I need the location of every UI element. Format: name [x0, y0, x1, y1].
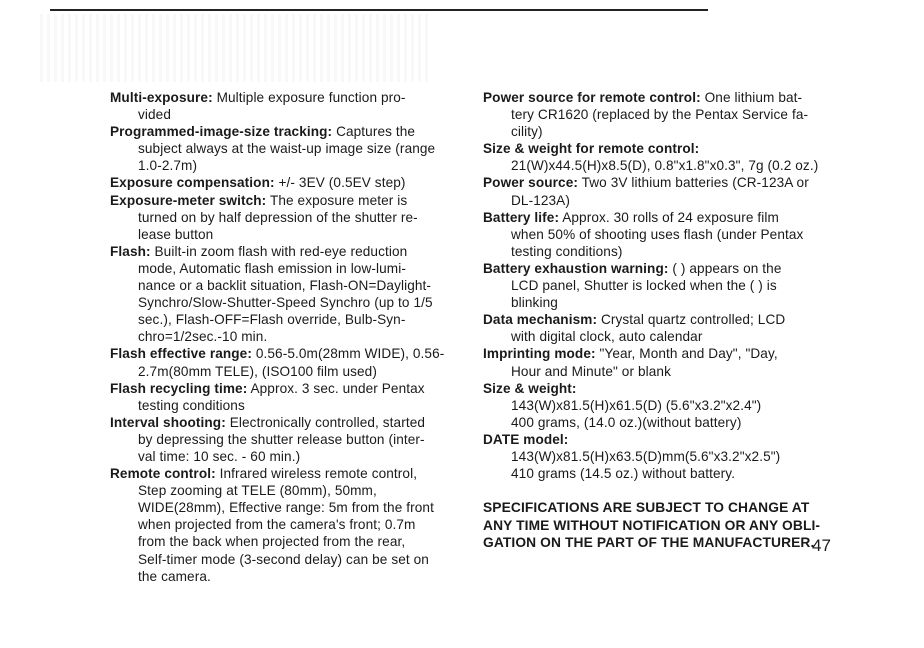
spec-item-flash [110, 243, 450, 346]
spec-value-line: mode, Automatic flash emission in low-lumi- [138, 260, 406, 276]
spec-value-line: Captures the [332, 124, 416, 140]
spec-value-line: testing conditions [138, 397, 245, 413]
spec-item-battery-life [483, 209, 828, 260]
spec-item-remote-control [110, 465, 450, 585]
right-spec-list [483, 89, 828, 482]
spec-item-power-source [483, 174, 828, 208]
spec-value-line: DL-123A) [511, 192, 570, 208]
spec-value-line: The exposure meter is [266, 192, 408, 208]
spec-value-line: chro=1/2sec.-10 min. [138, 329, 268, 345]
spec-term: Battery exhaustion warning: [483, 260, 669, 276]
spec-value-line: WIDE(28mm), Effective range: 5m from the front [138, 500, 434, 516]
spec-item-flash-effective-range [110, 345, 450, 379]
spec-value-line: Synchro/Slow-Shutter-Speed Synchro (up to 1/5 [138, 295, 433, 311]
spec-term: Multi-exposure: [110, 90, 213, 105]
spec-term: Exposure-meter switch: [110, 192, 267, 208]
spec-value-line: turned on by half depression of the shutter re- [138, 209, 418, 225]
spec-term: Remote control: [110, 466, 216, 482]
spec-term: Power source: [483, 175, 578, 191]
spec-value-line: 410 grams (14.5 oz.) without battery. [511, 466, 736, 482]
spec-value-line: "Year, Month and Day", "Day, [595, 346, 778, 362]
spec-value-line: when 50% of shooting uses flash (under Pentax [511, 226, 804, 242]
scan-smudge [40, 14, 430, 82]
spec-term: Data mechanism: [483, 312, 598, 328]
spec-value-line: 400 grams, (14.0 oz.)(without battery) [511, 414, 742, 430]
spec-value-line: 1.0-2.7m) [138, 158, 198, 174]
spec-value-line: Two 3V lithium batteries (CR-123A or [577, 175, 809, 191]
spec-value-line: subject always at the waist-up image size (range [138, 141, 436, 157]
spec-value-line: lease button [138, 226, 214, 242]
spec-value-line: Self-timer mode (3-second delay) can be set on [138, 551, 429, 567]
spec-value-line: One lithium bat- [700, 90, 803, 105]
spec-value-line: when projected from the camera's front; 0.7m [138, 517, 416, 533]
spec-value-line: vided [138, 107, 171, 123]
spec-value-line: 21(W)x44.5(H)x8.5(D), 0.8"x1.8"x0.3", 7g (0.2 oz.) [511, 158, 819, 174]
spec-value-line: 0.56-5.0m(28mm WIDE), 0.56- [251, 346, 445, 362]
right-column [483, 89, 828, 552]
spec-term: Flash recycling time: [110, 380, 248, 396]
left-column [110, 89, 450, 585]
spec-value-line: Multiple exposure function pro- [212, 90, 406, 105]
spec-value-line: ( ) appears on the [668, 260, 782, 276]
spec-term: Power source for remote control: [483, 90, 701, 105]
spec-value-line: nance or a backlit situation, Flash-ON=Daylight- [138, 278, 432, 294]
spec-value-line: LCD panel, Shutter is locked when the ( ) is [511, 278, 777, 294]
spec-value-line: the camera. [138, 568, 211, 584]
spec-item-interval-shooting [110, 414, 450, 465]
top-rule [50, 9, 708, 11]
spec-term: Imprinting mode: [483, 346, 596, 362]
spec-value-line: Built-in zoom flash with red-eye reduction [150, 243, 408, 259]
spec-value-line: val time: 10 sec. - 60 min.) [138, 448, 301, 464]
spec-term: Size & weight for remote control: [483, 141, 700, 157]
spec-term: DATE model: [483, 431, 569, 447]
spec-item-data-mechanism [483, 311, 828, 345]
spec-term: Programmed-image-size tracking: [110, 124, 333, 140]
spec-value-line: Approx. 3 sec. under Pentax [247, 380, 425, 396]
spec-item-exposure-compensation [110, 174, 450, 191]
spec-item-date-model [483, 431, 828, 482]
spec-value-line: tery CR1620 (replaced by the Pentax Service fa- [511, 107, 809, 123]
spec-value-line: cility) [511, 124, 543, 140]
spec-value-line: Step zooming at TELE (80mm), 50mm, [138, 483, 377, 499]
spec-item-programmed-image-size-tracking [110, 123, 450, 174]
spec-value-line: by depressing the shutter release button (inter- [138, 431, 425, 447]
specifications-notice: SPECIFICATIONS ARE SUBJECT TO CHANGE AT ANY TIME WITHOUT NOTIFICATION OR ANY OBLI-GATION ON THE PART OF THE MANUFACTURER. [483, 500, 821, 551]
spec-value-line: +/- 3EV (0.5EV step) [274, 175, 406, 191]
spec-value-line: 2.7m(80mm TELE), (ISO100 film used) [138, 363, 377, 379]
spec-term: Exposure compensation: [110, 175, 275, 191]
spec-item-battery-exhaustion-warning [483, 260, 828, 311]
spec-value-line: Electronically controlled, started [225, 414, 426, 430]
spec-value-line: Infrared wireless remote control, [215, 466, 418, 482]
spec-term: Flash: [110, 243, 151, 259]
spec-value-line: Crystal quartz controlled; LCD [597, 312, 786, 328]
spec-value-line: Approx. 30 rolls of 24 exposure film [559, 209, 779, 225]
spec-value-line: 143(W)x81.5(H)x61.5(D) (5.6"x3.2"x2.4") [511, 397, 762, 413]
spec-term: Size & weight: [483, 380, 577, 396]
page-number: 47 [812, 536, 831, 555]
spec-value-line: Hour and Minute" or blank [511, 363, 671, 379]
spec-value-line: testing conditions) [511, 243, 623, 259]
spec-item-power-source-for-remote-control [483, 89, 828, 140]
spec-item-size-weight [483, 380, 828, 431]
spec-value-line: 143(W)x81.5(H)x63.5(D)mm(5.6"x3.2"x2.5") [511, 448, 781, 464]
spec-value-line: with digital clock, auto calendar [511, 329, 703, 345]
spec-term: Flash effective range: [110, 346, 252, 362]
spec-item-size-weight-for-remote-control [483, 140, 828, 174]
spec-item-exposure-meter-switch [110, 192, 450, 243]
spec-value-line: sec.), Flash-OFF=Flash override, Bulb-Syn- [138, 312, 406, 328]
spec-item-imprinting-mode [483, 345, 828, 379]
spec-term: Interval shooting: [110, 414, 226, 430]
spec-value-line: blinking [511, 295, 558, 311]
spec-item-flash-recycling-time [110, 380, 450, 414]
spec-value-line: from the back when projected from the rear, [138, 534, 406, 550]
spec-item-multi-exposure [110, 89, 450, 123]
spec-term: Battery life: [483, 209, 560, 225]
